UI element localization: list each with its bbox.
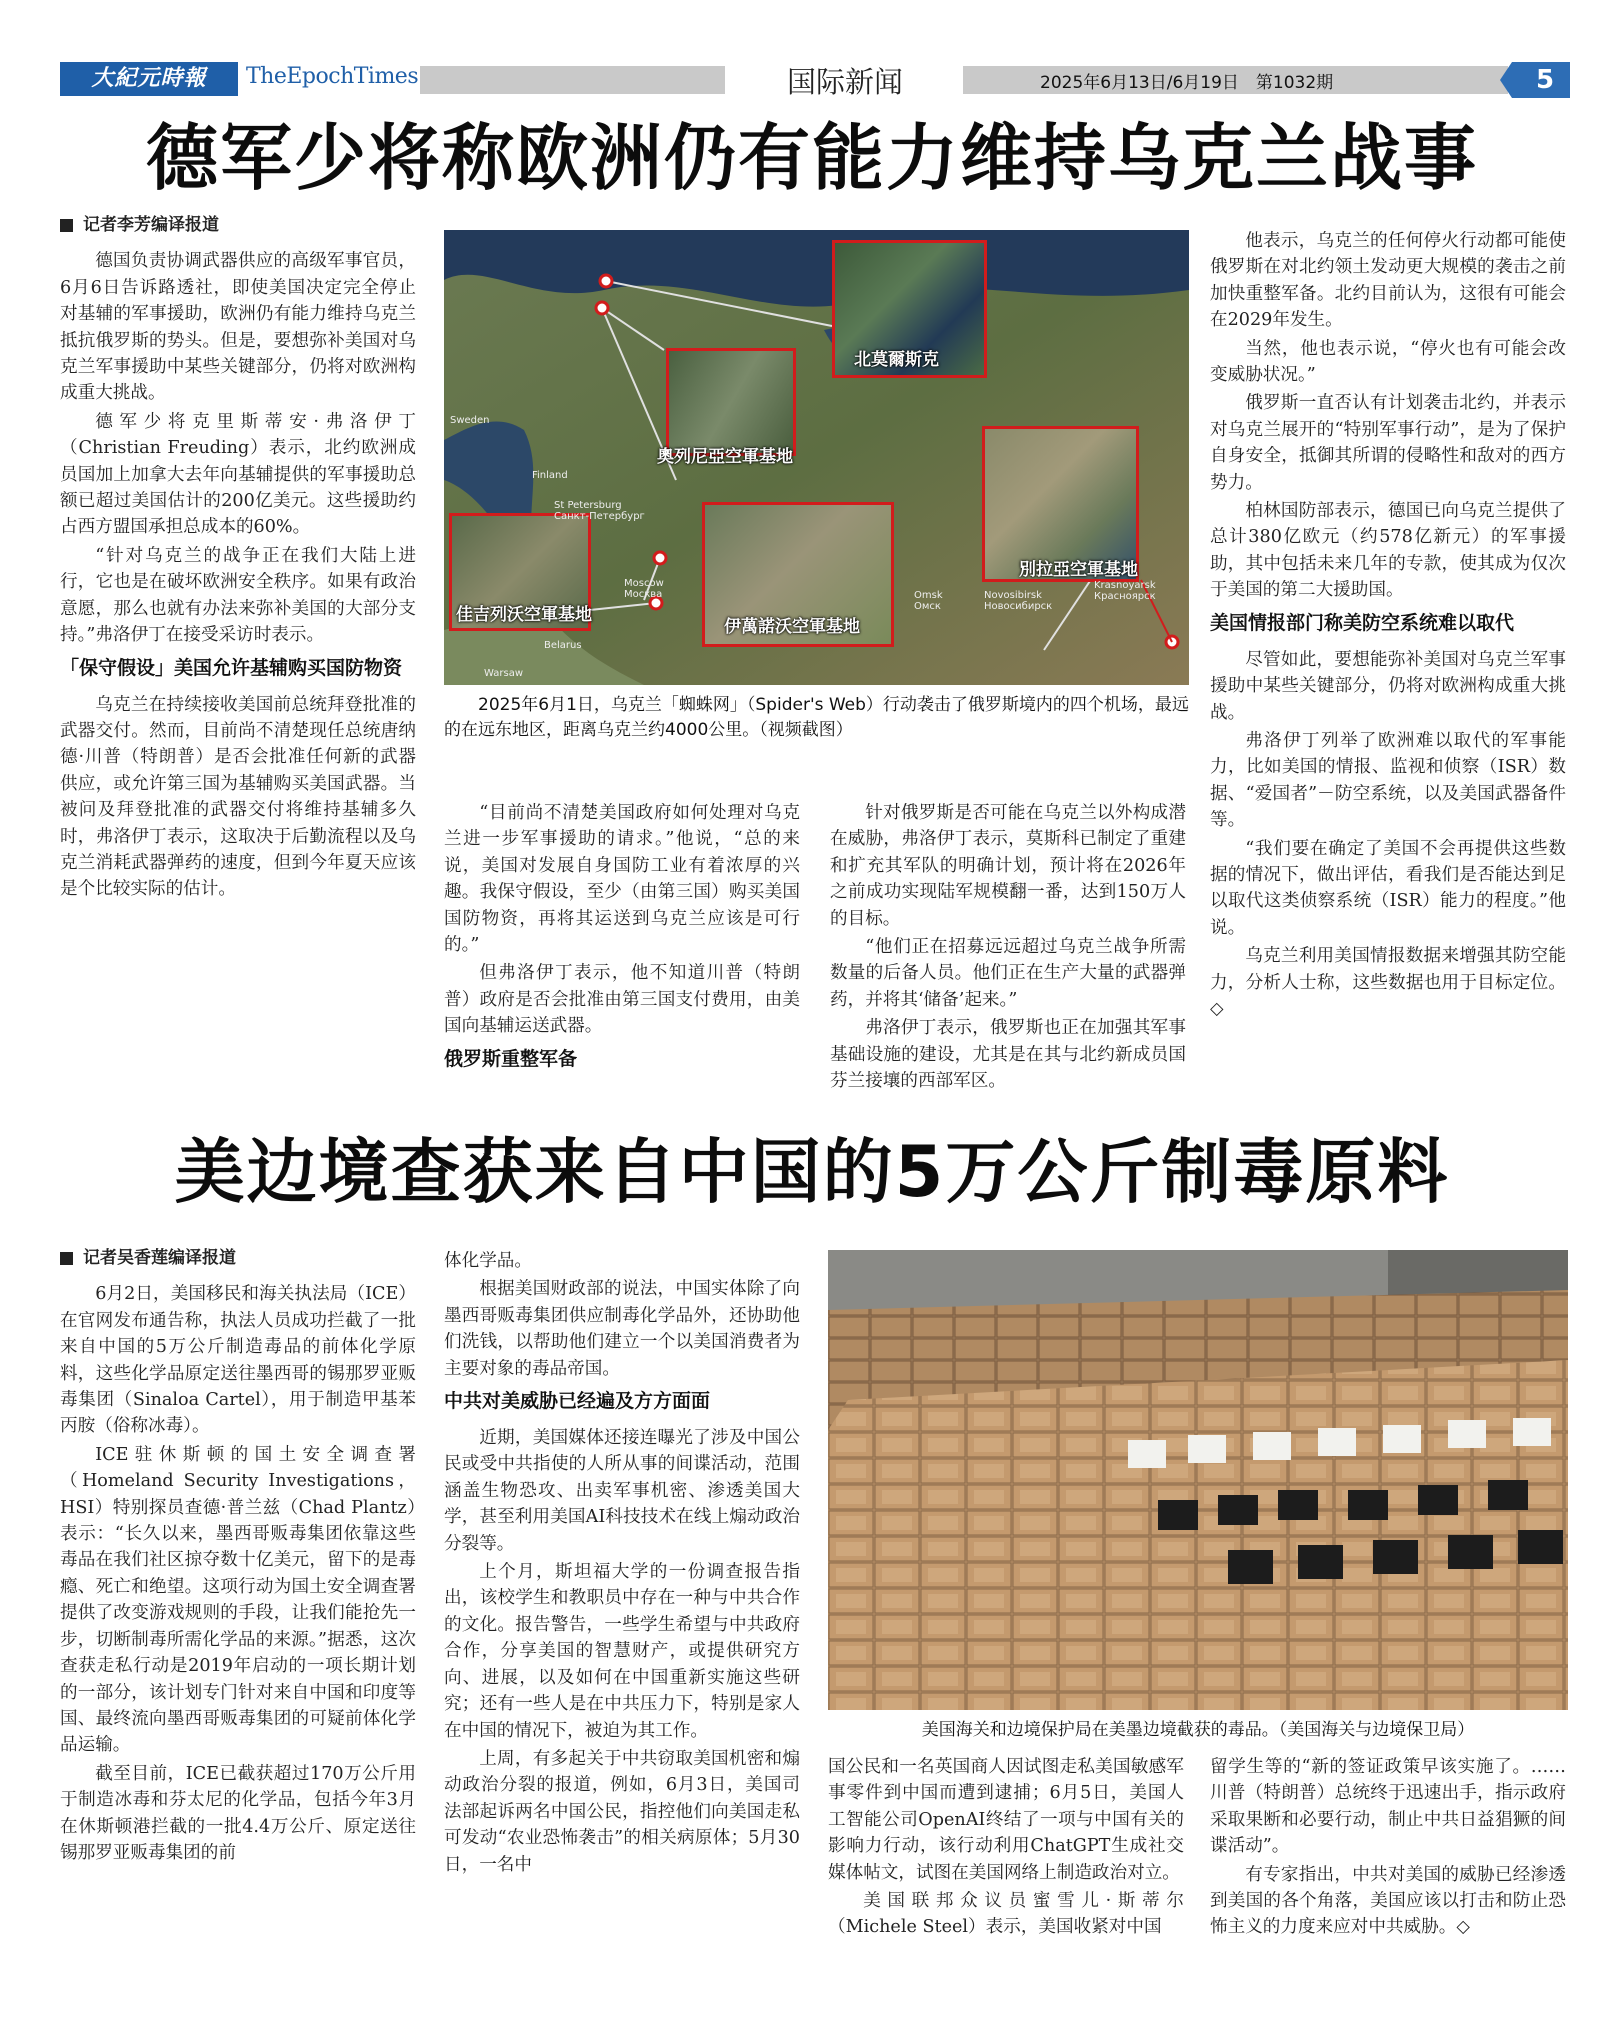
map-place-stpete: St Petersburg Санкт-Петербург — [554, 500, 645, 522]
subheading: 「保守假设」美国允许基辅购买国防物资 — [60, 656, 403, 679]
paragraph: 德军少将克里斯蒂安·弗洛伊丁（Christian Freuding）表示，北约欧洲成员国加上加拿大去年向基辅提供的军事援助总额已超过美国估计的200亿美元。这些援助约占西方盟国承担总成本的60%。 — [60, 411, 416, 538]
paragraph: 美国联邦众议员蜜雪儿·斯蒂尔（Michele Steel）表示，美国收紧对中国 — [828, 1891, 1184, 1938]
paragraph: 弗洛伊丁表示，俄罗斯也正在加强其军事基础设施的建设，尤其是在其与北约新成员国芬兰接壤的西部军区。 — [830, 1018, 1186, 1092]
paragraph: 俄罗斯一直否认有计划袭击北约，并表示对乌克兰展开的“特别军事行动”，是为了保护自身安全，抵御其所谓的侵略性和敌对的西方势力。 — [1210, 393, 1566, 493]
article1-headline: 德军少将称欧洲仍有能力维持乌克兰战事 — [145, 116, 1478, 200]
pin-marker-severomorsk — [600, 275, 612, 287]
map-place-belarus: Belarus — [544, 640, 582, 651]
article2-column-2 — [444, 1248, 800, 1880]
label-belaya: 別拉亞空軍基地 — [1019, 560, 1138, 580]
drug-seizure-photo — [828, 1250, 1568, 1710]
article2-column-1 — [60, 1245, 416, 1868]
paragraph: 当然，他也表示说，“停火也有可能会改变威胁状况。” — [1210, 338, 1566, 386]
map-image — [444, 230, 1189, 685]
byline-square-icon — [60, 1252, 73, 1265]
article2-column-3 — [828, 1754, 1184, 1943]
paragraph: “针对乌克兰的战争正在我们大陆上进行，它也是在破坏欧洲安全秩序。如果有政治意愿，那么也就有办法来弥补美国的大部分支持。”弗洛伊丁在接受采访时表示。 — [60, 545, 416, 646]
article1-column-4 — [1210, 228, 1566, 1024]
article2-byline — [60, 1245, 416, 1271]
map-place-warsaw: Warsaw — [484, 668, 524, 679]
article1-column-2 — [444, 800, 800, 1083]
paragraph: 根据美国财政部的说法，中国实体除了向墨西哥贩毒集团供应制毒化学品外，还协助他们洗钱，以帮助他们建立一个以美国消费者为主要对象的毒品帝国。 — [444, 1279, 800, 1379]
inset-olenya — [666, 348, 796, 456]
page-number: 5 — [1535, 65, 1555, 95]
label-olenya: 奧列尼亞空軍基地 — [657, 447, 793, 467]
paragraph: 上周，有多起关于中共窃取美国机密和煽动政治分裂的报道，例如，6月3日，美国司法部起诉两名中国公民，指控他们向美国走私可发动“农业恐怖袭击”的相关病原体；5月30日，一名中 — [444, 1748, 800, 1875]
paragraph: 他表示，乌克兰的任何停火行动都可能使俄罗斯在对北约领土发动更大规模的袭击之前加快重整军备。北约目前认为，这很有可能会在2029年发生。 — [1210, 231, 1566, 331]
paragraph: 体化学品。 — [444, 1251, 532, 1271]
paragraph: 留学生等的“新的签证政策早该实施了。……川普（特朗普）总统终于迅速出手，指示政府采取果断和必要行动，制止中共日益猖獗的间谍活动”。 — [1210, 1757, 1566, 1857]
paragraph: 柏林国防部表示，德国已向乌克兰提供了总计380亿欧元（约578亿新元）的军事援助，其中包括未来几年的专款，使其成为仅次于美国的第二大援助国。 — [1210, 501, 1566, 601]
paragraph: 国公民和一名英国商人因试图走私美国敏感军事零件到中国而遭到逮捕；6月5日，美国人工智能公司OpenAI终结了一项与中国有关的影响力行动，该行动利用ChatGPT生成社交媒体帖文，试图在美国网络上制造政治对立。 — [828, 1757, 1184, 1883]
label-ivanovo: 伊萬諾沃空軍基地 — [724, 617, 860, 637]
byline-text: 记者吴香莲编译报道 — [83, 1248, 236, 1268]
paragraph: “我们要在确定了美国不会再提供这些数据的情况下，做出评估，看我们是否能达到足以取代这类侦察系统（ISR）能力的程度。”他说。 — [1210, 838, 1566, 938]
article2-column-4 — [1210, 1754, 1566, 1943]
map-place-finland: Finland — [532, 470, 568, 481]
logo-cn: 大紀元時報 — [60, 62, 238, 96]
paragraph: 乌克兰利用美国情报数据来增强其防空能力，分析人士称，这些数据也用于目标定位。◇ — [1210, 946, 1566, 1019]
masthead — [60, 60, 1570, 100]
paragraph: ICE驻休斯顿的国土安全调查署（Homeland Security Investigations，HSI）特别探员查德·普兰兹（Chad Plantz）表示：“长久以来，墨西哥贩毒集团依靠这些毒品在我们社区掠夺数十亿美元，留下的是毒瘾、死亡和绝望。这项行动为国土安全调查署提供了改变游戏规则的手段，让我们能抢先一步，切断制毒所需化学品的来源。”据悉，这次查获走私行动是2019年启动的一项长期计划的一部分，该计划专门针对来自中国和印度等国、最终流向墨西哥贩毒集团的可疑前体化学品运输。 — [60, 1444, 416, 1756]
map-place-moscow: Moscow Москва — [624, 578, 664, 600]
subheading: 美国情报部门称美防空系统难以取代 — [1210, 611, 1515, 634]
section-title: 国际新闻 — [786, 65, 903, 99]
paragraph: 弗洛伊丁列举了欧洲难以取代的军事能力，比如美国的情报、监视和侦察（ISR）数据、“爱国者”－防空系统，以及美国武器备件等。 — [1210, 730, 1566, 831]
article1-byline — [60, 212, 416, 238]
paragraph: 乌克兰在持续接收美国前总统拜登批准的武器交付。然而，目前尚不清楚现任总统唐纳德·川普（特朗普）是否会批准任何新的武器供应，或允许第三国为基辅购买美国武器。当被问及拜登批准的武器交付将维持基辅多久时，弗洛伊丁表示，这取决于后勤流程以及乌克兰消耗武器弹药的速度，但到今年夏天应该是个比较实际的估计。 — [60, 694, 416, 900]
date-issue: 2025年6月13日/6月19日 第1032期 — [1040, 73, 1334, 93]
article2-col1-body — [60, 1281, 416, 1866]
paragraph: “他们正在招募远远超过乌克兰战争所需数量的后备人员。他们正在生产大量的武器弹药，并将其‘储备’起来。” — [830, 937, 1186, 1010]
map-place-krasnoyarsk: Krasnoyarsk Красноярск — [1094, 580, 1156, 602]
label-dyagilevo: 佳吉列沃空軍基地 — [456, 605, 592, 625]
map-caption: 2025年6月1日，乌克兰「蜘蛛网」（Spider's Web）行动袭击了俄罗斯境内的四个机场，最远的在远东地区，距离乌克兰约4000公里。（视频截图） — [444, 695, 1189, 740]
label-severomorsk: 北莫爾斯克 — [854, 350, 939, 370]
paragraph: 有专家指出，中共对美国的威胁已经渗透到美国的各个角落，美国应该以打击和防止恐怖主义的力度来应对中共威胁。◇ — [1210, 1864, 1566, 1938]
paragraph: 近期，美国媒体还接连曝光了涉及中国公民或受中共指使的人所从事的间谍活动，范围涵盖生物恐攻、出卖军事机密、渗透美国大学，甚至利用美国AI科技技术在线上煽动政治分裂等。 — [444, 1428, 800, 1554]
map-place-sweden: Sweden — [450, 415, 490, 426]
paragraph: 针对俄罗斯是否可能在乌克兰以外构成潜在威胁，弗洛伊丁表示，莫斯科已制定了重建和扩充其军队的明确计划，预计将在2026年之前成功实现陆军规模翻一番，达到150万人的目标。 — [830, 803, 1186, 929]
paragraph: 尽管如此，要想能弥补美国对乌克兰军事援助中某些关键部分，仍将对欧洲构成重大挑战。 — [1210, 649, 1566, 723]
map-place-novosibirsk: Novosibirsk Новосибирск — [984, 590, 1053, 612]
article1-col1-body — [60, 248, 416, 902]
paragraph: 6月2日，美国移民和海关执法局（ICE）在官网发布通告称，执法人员成功拦截了一批来自中国的5万公斤制造毒品的前体化学原料，这些化学品原定送往墨西哥的锡那罗亚贩毒集团（Sinaloa Cartel），用于制造甲基苯丙胺（俗称冰毒）。 — [60, 1284, 416, 1437]
byline-text: 记者李芳编译报道 — [83, 215, 219, 235]
subheading: 俄罗斯重整军备 — [444, 1047, 578, 1070]
paragraph: “目前尚不清楚美国政府如何处理对乌克兰进一步军事援助的请求。”他说，“总的来说，美国对发展自身国防工业有着浓厚的兴趣。我保守假设，至少（由第三国）购买美国国防物资，再将其运送到乌克兰应该是可行的。” — [444, 803, 800, 956]
pin-marker-olenya — [596, 302, 608, 314]
paragraph: 但弗洛伊丁表示，他不知道川普（特朗普）政府是否会批准由第三国支付费用，由美国向基辅运送武器。 — [444, 963, 800, 1037]
map-place-omsk: Omsk Омск — [914, 590, 943, 612]
pin-marker-ivanovo — [654, 552, 666, 564]
subheading: 中共对美威胁已经遍及方方面面 — [444, 1390, 711, 1413]
paragraph: 上个月，斯坦福大学的一份调查报告指出，该校学生和教职员中存在一种与中共合作的文化。报告警告，一些学生希望与中共政府合作，分享美国的智慧财产，或提供研究方向、进展，以及如何在中国重新实施这些研究；还有一些人是在中共压力下，特别是家人在中国的情况下，被迫为其工作。 — [444, 1562, 800, 1741]
paragraph: 截至目前，ICE已截获超过170万公斤用于制造冰毒和芬太尼的化学品，包括今年3月在休斯顿港拦截的一批4.4万公斤、原定送往锡那罗亚贩毒集团的前 — [60, 1763, 416, 1863]
article1-column-3 — [830, 800, 1186, 1096]
photo-caption: 美国海关和边境保护局在美墨边境截获的毒品。（美国海关与边境保卫局） — [921, 1720, 1475, 1740]
logo-en: TheEpochTimes — [246, 64, 419, 89]
article1-column-1 — [60, 212, 416, 905]
masthead-bar-left — [420, 66, 725, 94]
drug-photo-illustration — [828, 1250, 1568, 1710]
byline-square-icon — [60, 219, 73, 232]
paragraph: 德国负责协调武器供应的高级军事官员，6月6日告诉路透社，即使美国决定完全停止对基辅的军事援助，欧洲仍有能力维持乌克兰抵抗俄罗斯的势头。但是，要想弥补美国对乌克兰军事援助中某些关键部分，仍将对欧洲构成重大挑战。 — [60, 251, 416, 404]
article2-headline: 美边境查获来自中国的5万公斤制毒原料 — [174, 1131, 1450, 1213]
